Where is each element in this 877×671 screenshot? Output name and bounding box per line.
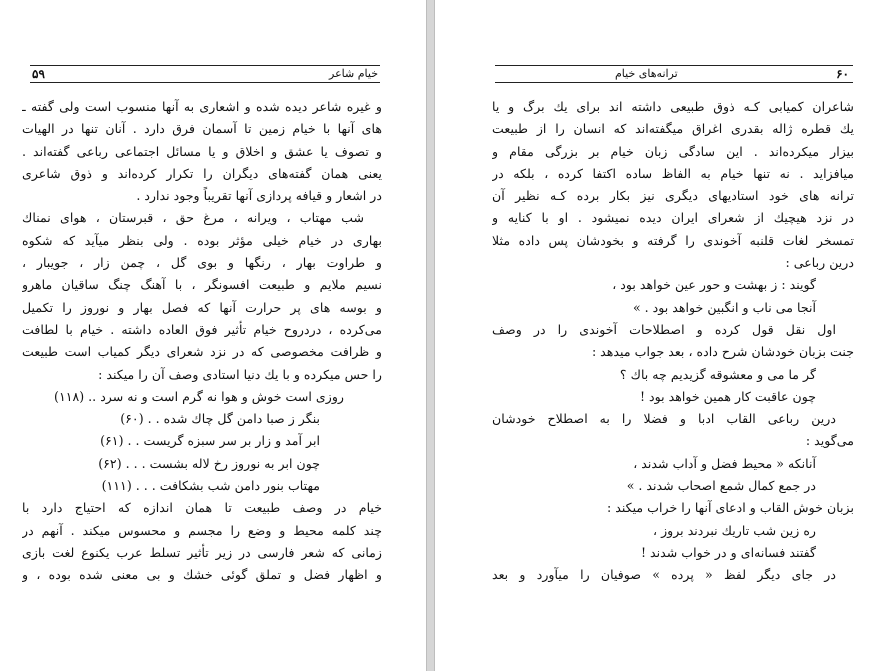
text-line: و ظرافت مخصوصی که در نزد شعرای دیگر کمیاب است طبیعت <box>22 344 382 360</box>
text-line: نسیم ملایم و طبیعت افسونگر ، با آهنگ چنگ ساقیان ماهرو <box>22 277 382 293</box>
page-body <box>492 96 854 587</box>
page-header <box>30 65 380 83</box>
text-line: درین رباعی : <box>785 255 854 271</box>
text-line: بیزار میکرده‌اند . این سادگی زبان خیام بر بزرگی مقام و <box>492 143 854 159</box>
right-page <box>434 0 877 671</box>
text-line: در نزد هیچیك از شعرای ایران دیده نمیشود . او با کنایه و <box>492 210 854 226</box>
text-line: تمسخر لغات قلنبه آخوندی را گرفته و بخودشان پس داده مثلا <box>492 232 854 248</box>
running-title: خیام شاعر <box>329 67 378 80</box>
text-line: یك قطره ژاله بقدری اغراق میگفته‌اند که انسان را از طبیعت <box>492 121 854 137</box>
text-line: را حس میکرده و با یك دنیا استادی وصف آن را میکند : <box>98 366 382 382</box>
verse-line: روزی است خوش و هوا نه گرم است و نه سرد .. (۱۱۸) <box>54 388 344 404</box>
text-line: و تصوف یا عشق و اخلاق و یا مسائل اجتماعی رباعی گفته‌اند . <box>22 143 382 159</box>
text-line: بزبان خوش القاب و ادعای آنها را خراب میکند : <box>606 500 854 516</box>
verse-line: آنانکه « محیط فضل و آداب شدند ، <box>633 455 816 471</box>
text-line: و اظهار فضل و تملق گوئی خشك و بی معنی شده بوده ، و <box>22 567 382 583</box>
text-line: در جای دیگر لفظ « پرده » صوفیان را میآورد و بعد <box>492 567 836 583</box>
verse-line: ره زین شب تاریك نبردند بروز ، <box>653 522 816 538</box>
text-line: چند کلمه محیط و وضع را مجسم و محسوس میکند . آنهم در <box>22 522 382 538</box>
text-line: جنت بزبان خودشان شرح داده ، بعد جواب میدهد : <box>591 344 854 360</box>
header-rule <box>495 65 853 66</box>
page-body <box>22 96 382 587</box>
verse-line: گر ما می و معشوقه گزیدیم چه باك ؟ <box>619 366 816 382</box>
page-number: ۶۰ <box>836 67 849 81</box>
text-line: یعنی همان گفته‌های دیگران را تکرار کرده‌اند و ذوق شاعری <box>22 165 382 181</box>
header-underline <box>495 82 853 83</box>
verse-line: آنجا می ناب و انگبین خواهد بود . » <box>632 299 816 315</box>
text-line: بهاری در خیام خیلی مؤثر بوده . ولی بنظر میآید که شکوه <box>22 232 382 248</box>
verse-line: چون عاقبت کار همین خواهد بود ! <box>639 388 816 404</box>
text-line: خیام در وصف طبیعت تا همان اندازه که احتیاج دارد با <box>22 500 382 516</box>
page-header <box>495 65 853 83</box>
text-line: شب مهتاب ، ویرانه ، مرغ حق ، قبرستان ، هوای نمناك <box>22 210 364 226</box>
text-line: های آنها با خیام زمین تا آسمان فرق دارد . آنان تنها در الهیات <box>22 121 382 137</box>
text-line: و بوسه های پر حرارت آنها که فصل بهار و نوروز را تکمیل <box>22 299 382 315</box>
verse-line: چون ابر به نوروز رخ لاله بشست . . . (۶۲) <box>98 455 320 471</box>
text-line: ترانه های خود استادیهای دیگری نیز بکار برده کـه نظیر آن <box>492 188 854 204</box>
verse-line: گویند : ز بهشت و حور عین خواهد بود ، <box>612 277 816 293</box>
left-page <box>0 0 427 671</box>
text-line: و طراوت بهار ، رنگها و بوی گل ، چمن زار ، جویبار ، <box>22 255 382 271</box>
text-line: اول نقل قول کرده و اصطلاحات آخوندی را در وصف <box>492 321 836 337</box>
verse-line: بنگر ز صبا دامن گل چاك شده . . (۶۰) <box>120 411 320 427</box>
page-number: ۵۹ <box>32 67 45 81</box>
running-title: ترانه‌های خیام <box>615 67 678 80</box>
book-gutter <box>427 0 434 671</box>
text-line: درین رباعی القاب ادبا و فضلا را به اصطلاح خودشان <box>492 411 836 427</box>
text-line: شاعران کمیابی کـه ذوق طبیعی داشته اند برای یك برگ و یا <box>492 99 854 114</box>
verse-line: در جمع کمال شمع اصحاب شدند . » <box>626 478 816 494</box>
header-rule <box>30 65 380 66</box>
text-line: در اشعار و قیافه پردازی آنها تقریباً وجود ندارد . <box>136 188 382 204</box>
text-line: می‌گوید : <box>805 433 854 449</box>
text-line: میافزاید . نه تنها خیام به الفاظ ساده اکتفا کرده ، بلکه در <box>492 165 854 181</box>
text-line: زمانی که شعر فارسی در زیر تأثیر تسلط عرب یکنوع لغت بازی <box>22 544 382 560</box>
verse-line: مهتاب بنور دامن شب بشکافت . . . (۱۱۱) <box>101 478 320 494</box>
text-line: می‌کرده ، دردروح خیام تأثیر فوق العاده داشته . خیام با لطافت <box>22 321 382 337</box>
verse-line: گفتند فسانه‌ای و در خواب شدند ! <box>640 544 816 560</box>
verse-line: ابر آمد و زار بر سر سبزه گریست . . (۶۱) <box>100 433 320 449</box>
header-underline <box>30 82 380 83</box>
text-line: و غیره شاعر دیده شده و اشعاری به آنها منسوب است ولی گفته ـ <box>22 99 382 114</box>
